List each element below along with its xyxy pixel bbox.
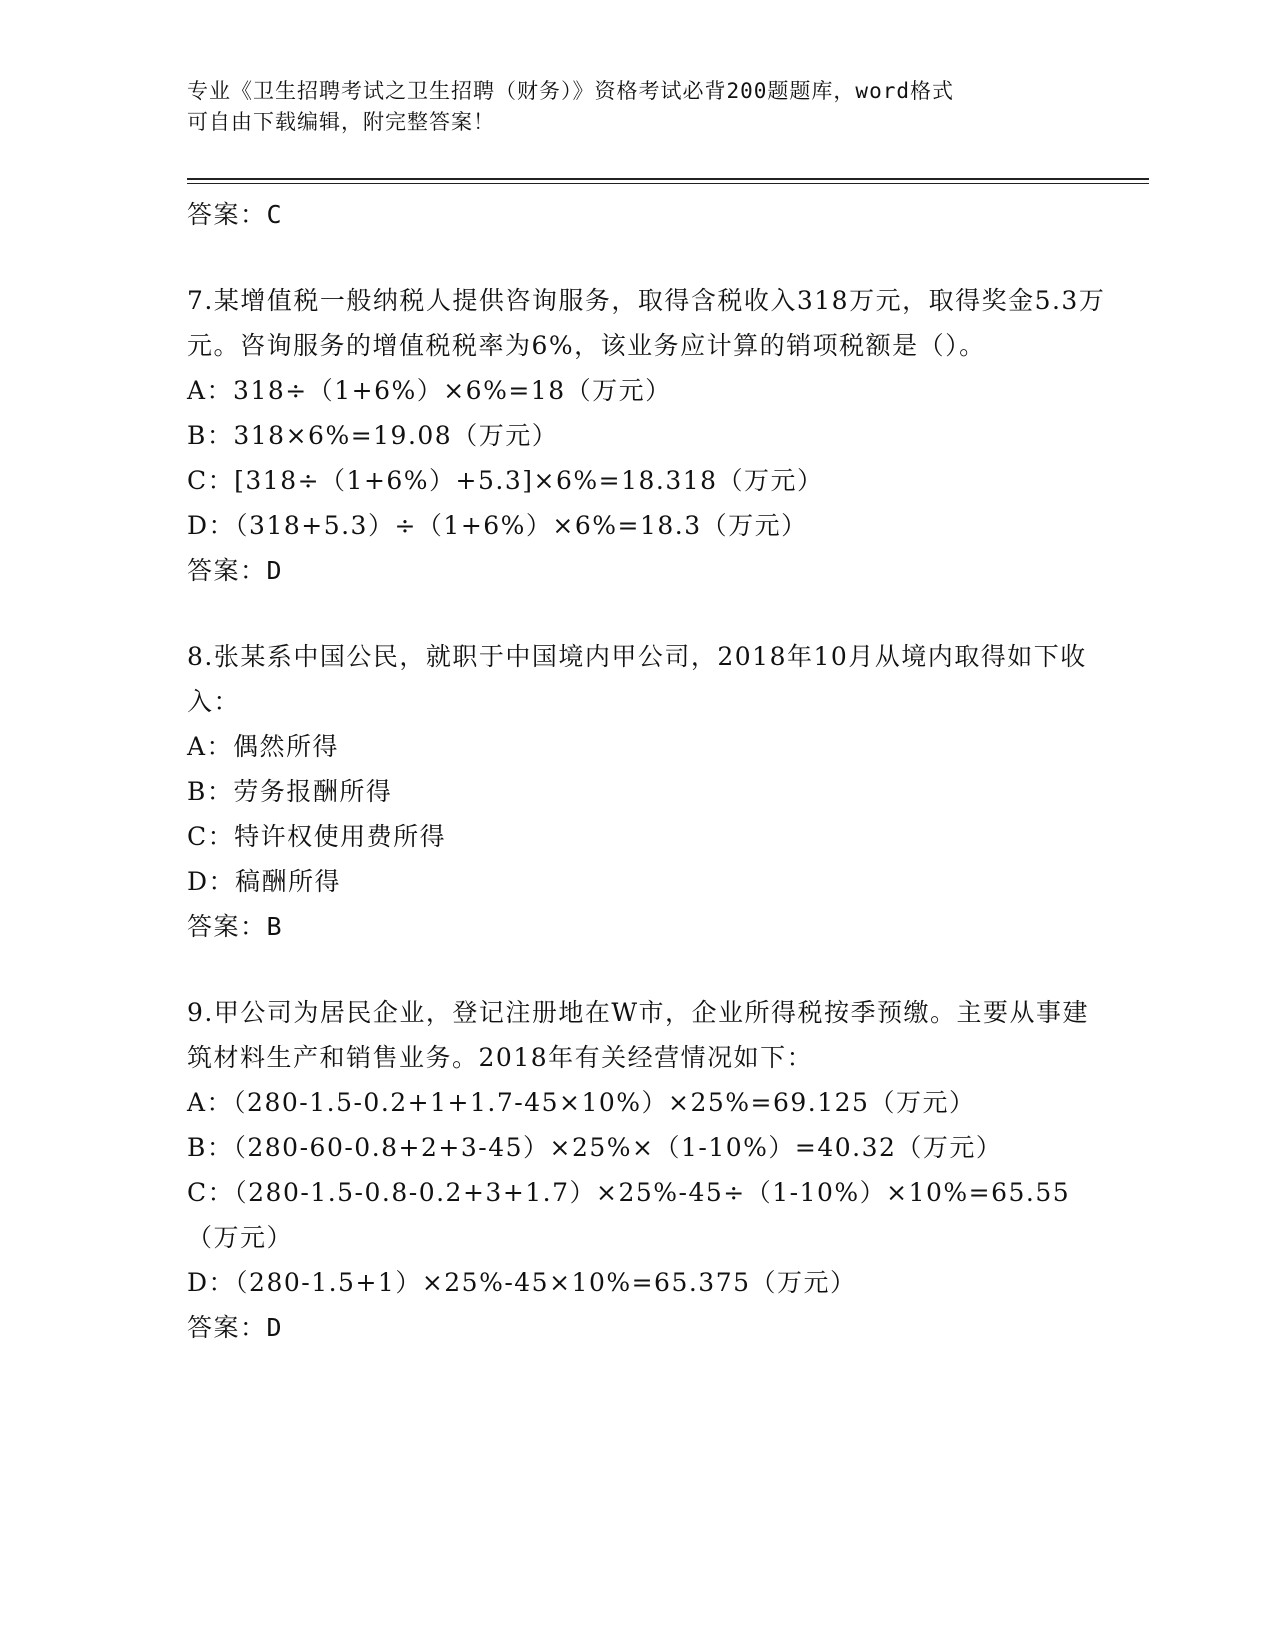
header-divider-thin xyxy=(187,183,1149,184)
option-a: A：偶然所得 xyxy=(187,732,340,761)
question-stem: 7.某增值税一般纳税人提供咨询服务，取得含税收入318万元，取得奖金5.3万元。咨询服务的增值税税率为6%，该业务应计算的销项税额是（）。 xyxy=(187,286,1106,360)
header-divider-thick xyxy=(187,178,1149,180)
spacer xyxy=(187,238,1107,278)
question-stem: 8.张某系中国公民，就职于中国境内甲公司，2018年10月从境内取得如下收入： xyxy=(187,642,1087,716)
option-d: D：稿酬所得 xyxy=(187,867,342,896)
spacer xyxy=(187,950,1107,990)
question-block-7 xyxy=(187,278,1107,594)
question-block-9 xyxy=(187,990,1107,1351)
answer-label: 答案：D xyxy=(187,1313,284,1342)
option-a: A：318÷（1+6%）×6%=18（万元） xyxy=(187,376,672,405)
option-d: D：（280-1.5+1）×25%-45×10%=65.375（万元） xyxy=(187,1268,857,1297)
header-line-1: 专业《卫生招聘考试之卫生招聘（财务）》资格考试必背200题题库，word格式 xyxy=(187,79,954,103)
spacer xyxy=(187,594,1107,634)
option-b: B：318×6%=19.08（万元） xyxy=(187,421,559,450)
option-c: C：（280-1.5-0.8-0.2+3+1.7）×25%-45÷（1-10%）×10%=65.55（万元） xyxy=(187,1178,1071,1252)
document-header xyxy=(187,76,1067,138)
option-c: C：[318÷（1+6%）+5.3]×6%=18.318（万元） xyxy=(187,466,824,495)
answer-label: 答案：C xyxy=(187,200,284,229)
option-a: A：（280-1.5-0.2+1+1.7-45×10%）×25%=69.125（万元） xyxy=(187,1088,976,1117)
question-stem: 9.甲公司为居民企业，登记注册地在W市，企业所得税按季预缴。主要从事建筑材料生产和销售业务。2018年有关经营情况如下： xyxy=(187,998,1090,1072)
option-d: D：（318+5.3）÷（1+6%）×6%=18.3（万元） xyxy=(187,511,808,540)
document-body xyxy=(187,192,1107,1351)
option-c: C：特许权使用费所得 xyxy=(187,822,447,851)
option-b: B：劳务报酬所得 xyxy=(187,777,393,806)
answer-label: 答案：D xyxy=(187,556,284,585)
answer-label: 答案：B xyxy=(187,912,284,941)
question-block-8 xyxy=(187,634,1107,950)
option-b: B：（280-60-0.8+2+3-45）×25%×（1-10%）=40.32（万元） xyxy=(187,1133,1003,1162)
header-line-2: 可自由下载编辑，附完整答案！ xyxy=(187,110,495,134)
